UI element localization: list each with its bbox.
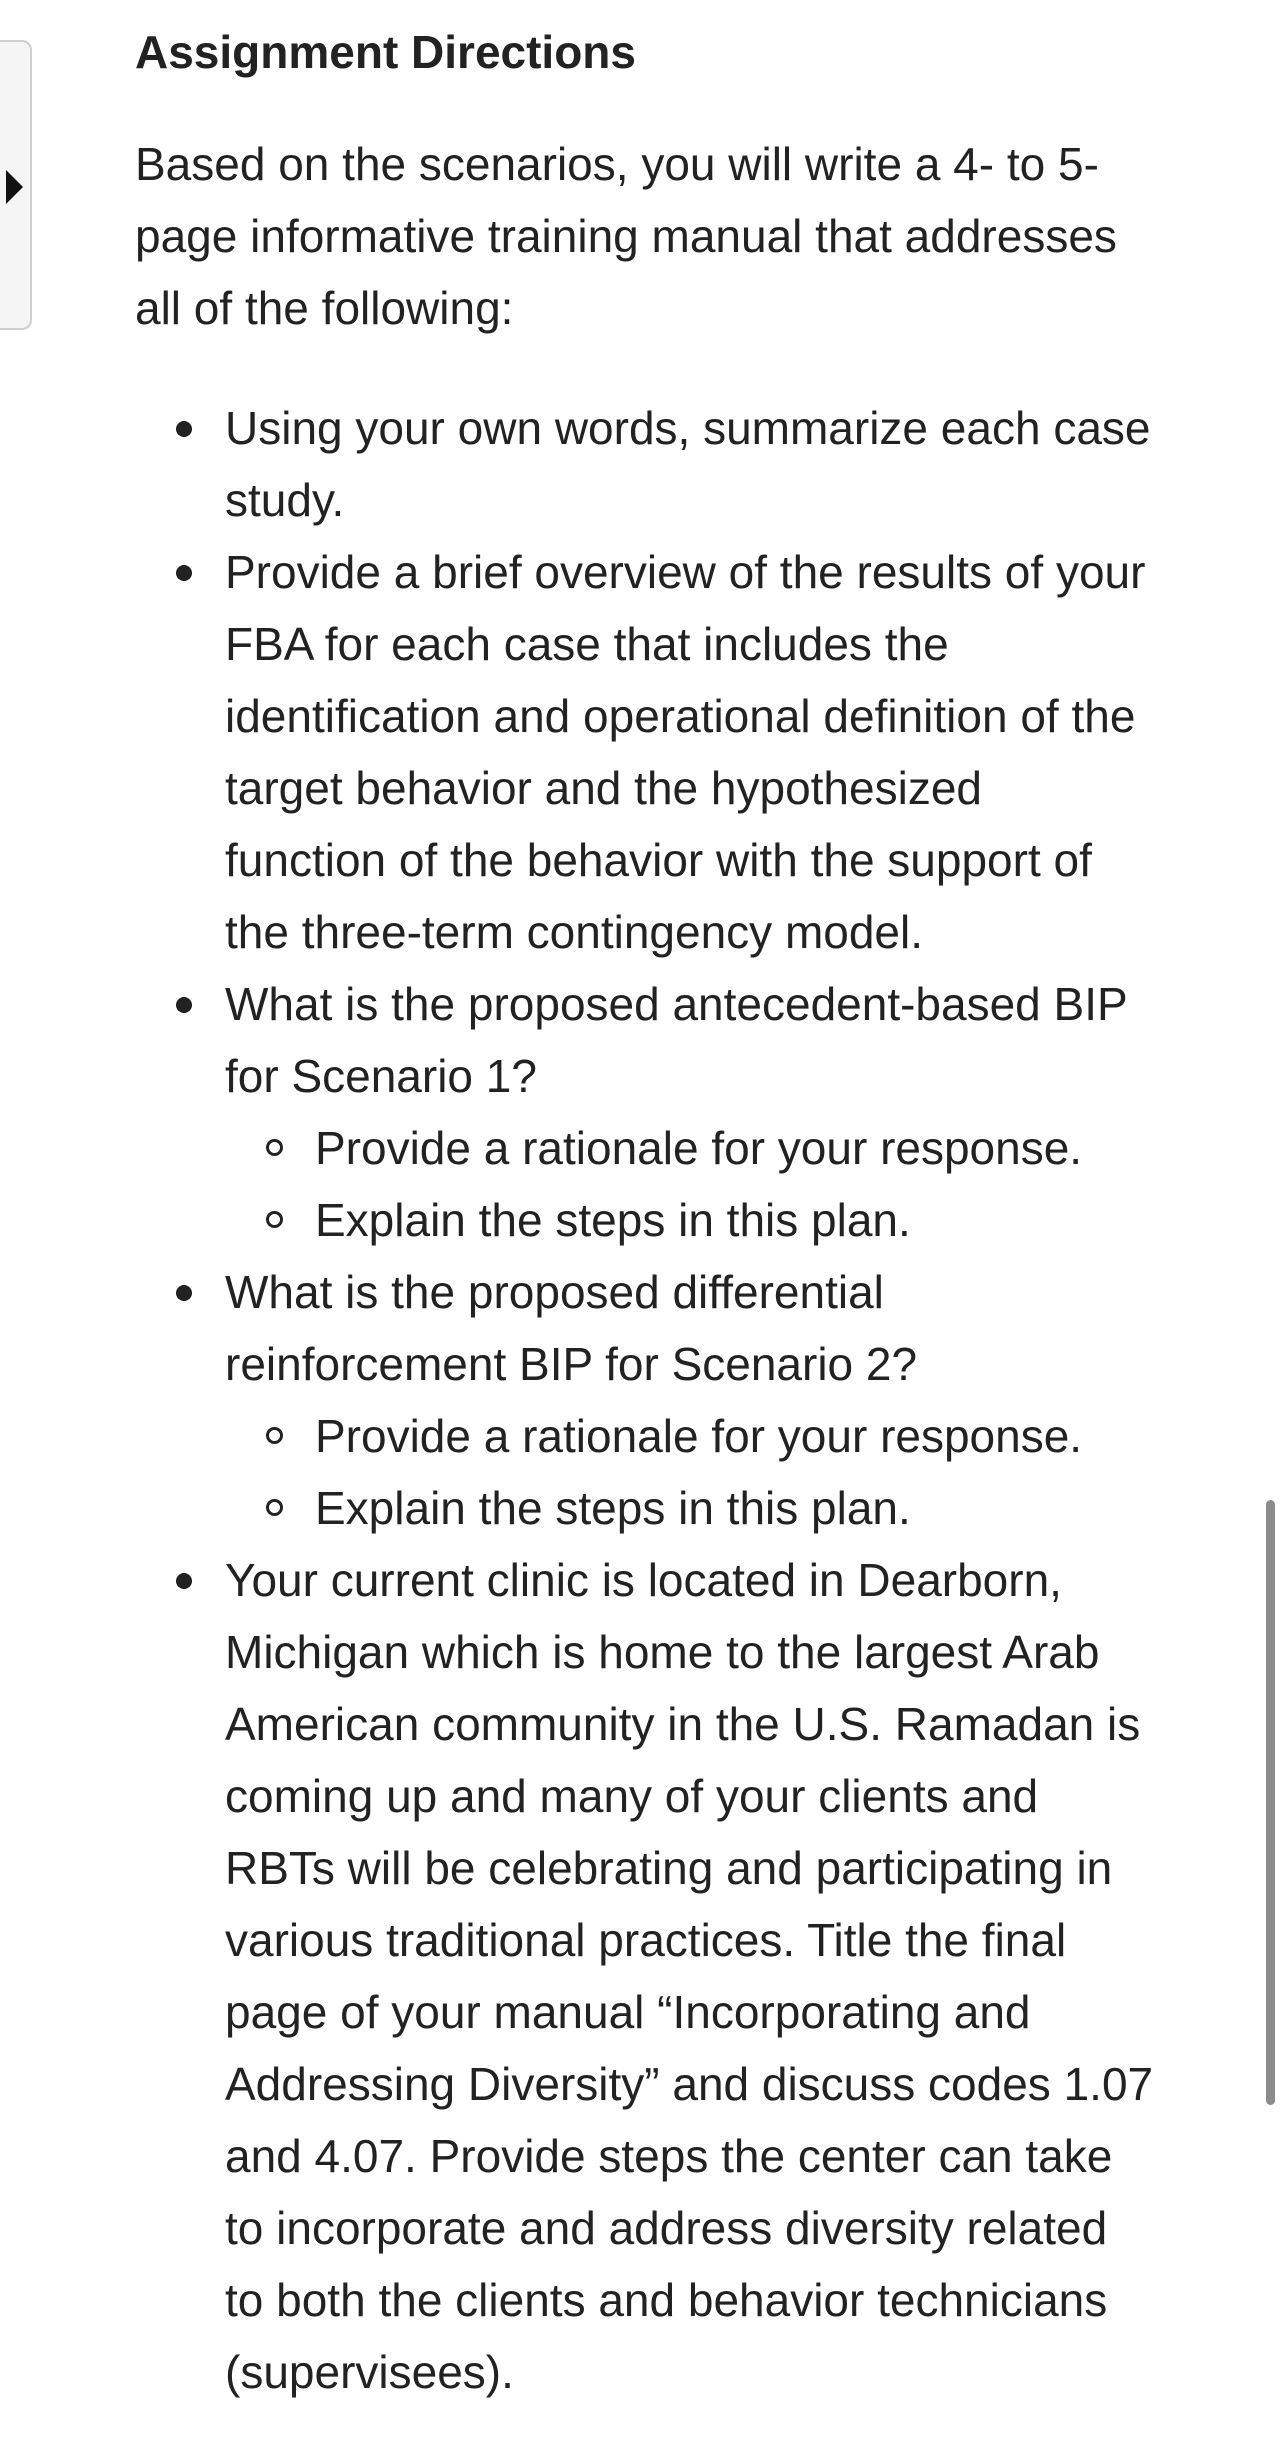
assignment-content xyxy=(135,20,1155,2408)
scrollbar-thumb[interactable] xyxy=(1266,1500,1275,2105)
list-item-text: What is the proposed antecedent-based BIP for Scenario 1? xyxy=(225,978,1127,1102)
sub-list-item: Explain the steps in this plan. xyxy=(315,1472,1155,1544)
sub-list-item: Explain the steps in this plan. xyxy=(315,1184,1155,1256)
list-item xyxy=(225,1544,1155,2408)
list-item xyxy=(225,1256,1155,1544)
list-item-text: Provide a brief overview of the results of your FBA for each case that includes the identification and operational definition of the target behavior and the hypothesized function of the behavior with the support of the three-term contingency model. xyxy=(225,546,1146,958)
sub-list-item: Provide a rationale for your response. xyxy=(315,1112,1155,1184)
list-item xyxy=(225,968,1155,1256)
sub-list-item: Provide a rationale for your response. xyxy=(315,1400,1155,1472)
sub-list xyxy=(225,1400,1155,1544)
sidebar-toggle[interactable] xyxy=(0,40,32,330)
sub-list xyxy=(225,1112,1155,1256)
list-item-text: Your current clinic is located in Dearborn, Michigan which is home to the largest Arab American community in the U.S. Ramadan is coming up and many of your clients and RBTs will be celebrating and participating in various traditional practices. Title the final page of your manual “Incorporating and Addressing Diversity” and discuss codes 1.07 and 4.07. Provide steps the center can take to incorporate and address diversity related to both the clients and behavior technicians (supervisees). xyxy=(225,1554,1154,2398)
requirements-list xyxy=(135,392,1155,2408)
expand-arrow-icon xyxy=(6,170,23,204)
list-item xyxy=(225,536,1155,968)
list-item-text: What is the proposed differential reinforcement BIP for Scenario 2? xyxy=(225,1266,918,1390)
intro-paragraph: Based on the scenarios, you will write a 4- to 5-page informative training manual that addresses all of the following: xyxy=(135,138,1117,334)
section-heading: Assignment Directions xyxy=(135,26,636,78)
list-item-text: Using your own words, summarize each case study. xyxy=(225,402,1151,526)
list-item xyxy=(225,392,1155,536)
